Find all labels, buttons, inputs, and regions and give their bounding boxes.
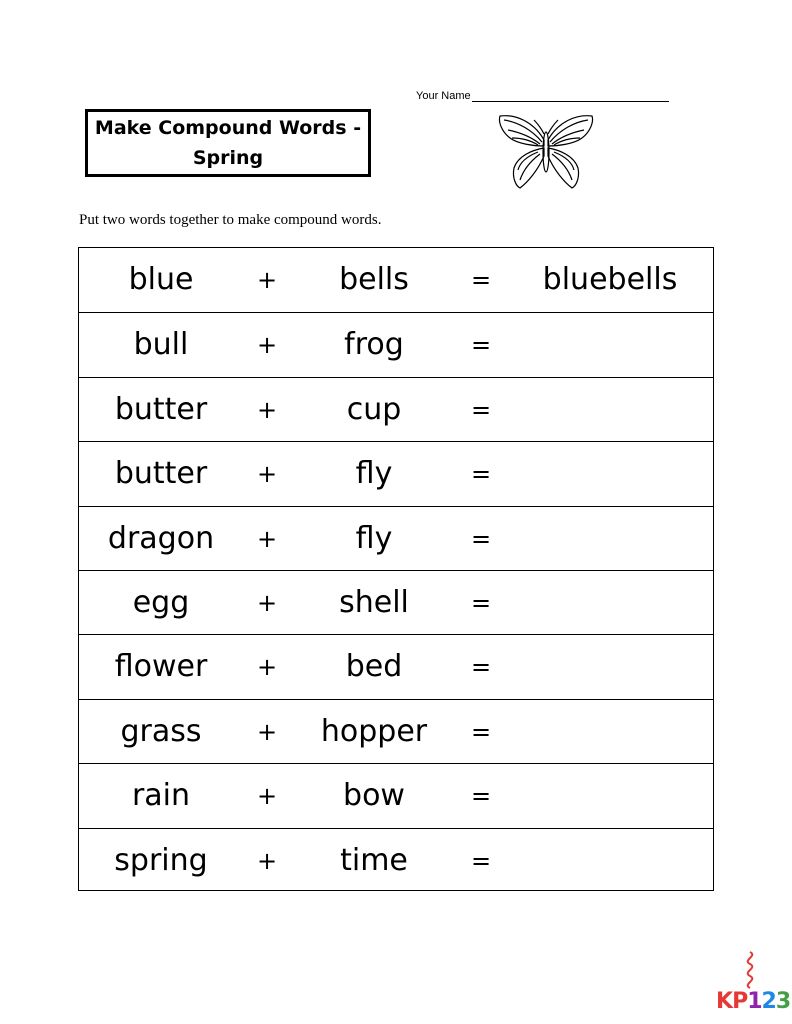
equals-sign: = [470, 524, 492, 553]
second-word: bed [345, 649, 403, 685]
answer-field[interactable]: bluebells [542, 262, 678, 297]
spring-coil-icon [716, 950, 788, 990]
second-word: frog [344, 327, 404, 363]
butterfly-illustration [494, 110, 598, 192]
plus-sign: + [256, 846, 278, 875]
worksheet-title-box [85, 109, 371, 177]
logo-letter: 3 [775, 989, 791, 1014]
name-blank-line[interactable] [472, 90, 669, 102]
table-row [79, 570, 713, 634]
first-word: egg [132, 584, 190, 620]
plus-sign: + [256, 782, 278, 811]
second-word: time [340, 842, 408, 878]
first-word: spring [114, 842, 208, 878]
logo-letter: 1 [747, 989, 762, 1014]
table-row [79, 377, 713, 441]
equals-sign: = [470, 395, 492, 424]
table-row [79, 634, 713, 698]
logo-letter: P [732, 989, 748, 1014]
answer-field[interactable] [505, 571, 715, 635]
first-word: bull [133, 327, 189, 363]
equals-sign: = [470, 653, 492, 682]
second-word: fly [355, 520, 393, 556]
instructions-text: Put two words together to make compound words. [79, 212, 382, 228]
plus-sign: + [256, 717, 278, 746]
first-word: blue [128, 262, 194, 297]
table-row [79, 312, 713, 376]
first-word: butter [114, 456, 208, 492]
first-word: rain [131, 778, 191, 814]
equals-sign: = [470, 782, 492, 811]
answer-field[interactable] [505, 829, 715, 893]
kp123-logo [716, 950, 791, 1020]
second-word: fly [355, 456, 393, 492]
equals-sign: = [470, 717, 492, 746]
equals-sign: = [470, 460, 492, 489]
answer-field[interactable] [505, 378, 715, 442]
plus-sign: + [256, 524, 278, 553]
table-row [79, 506, 713, 570]
plus-sign: + [256, 653, 278, 682]
equals-sign: = [470, 331, 492, 360]
answer-field[interactable] [505, 764, 715, 828]
answer-field[interactable] [505, 635, 715, 699]
compound-words-table [78, 247, 714, 891]
worksheet-title-line1: Make Compound Words - [94, 117, 362, 139]
first-word: butter [114, 391, 208, 427]
first-word: dragon [107, 520, 215, 556]
second-word: cup [346, 391, 402, 427]
name-label: Your Name [416, 90, 471, 102]
kp123-logo-text [716, 989, 790, 1014]
plus-sign: + [256, 460, 278, 489]
answer-field[interactable] [505, 700, 715, 764]
plus-sign: + [256, 395, 278, 424]
second-word: shell [339, 584, 409, 620]
equals-sign: = [470, 846, 492, 875]
name-field [416, 86, 669, 102]
first-word: grass [120, 713, 202, 749]
table-row [79, 699, 713, 763]
second-word: hopper [320, 713, 428, 749]
table-row [79, 763, 713, 827]
worksheet-title-line2: Spring [192, 147, 264, 169]
equals-sign: = [470, 588, 492, 617]
plus-sign: + [256, 266, 278, 294]
plus-sign: + [256, 588, 278, 617]
plus-sign: + [256, 331, 278, 360]
logo-letter: 2 [761, 989, 776, 1014]
answer-field[interactable] [505, 507, 715, 571]
table-row [79, 248, 713, 312]
second-word: bells [339, 262, 409, 297]
answer-field[interactable] [505, 442, 715, 506]
second-word: bow [343, 778, 405, 814]
first-word: flower [114, 649, 208, 685]
table-row [79, 441, 713, 505]
table-row [79, 828, 713, 892]
answer-field[interactable] [505, 313, 715, 377]
logo-letter: K [716, 989, 733, 1014]
equals-sign: = [470, 266, 492, 294]
